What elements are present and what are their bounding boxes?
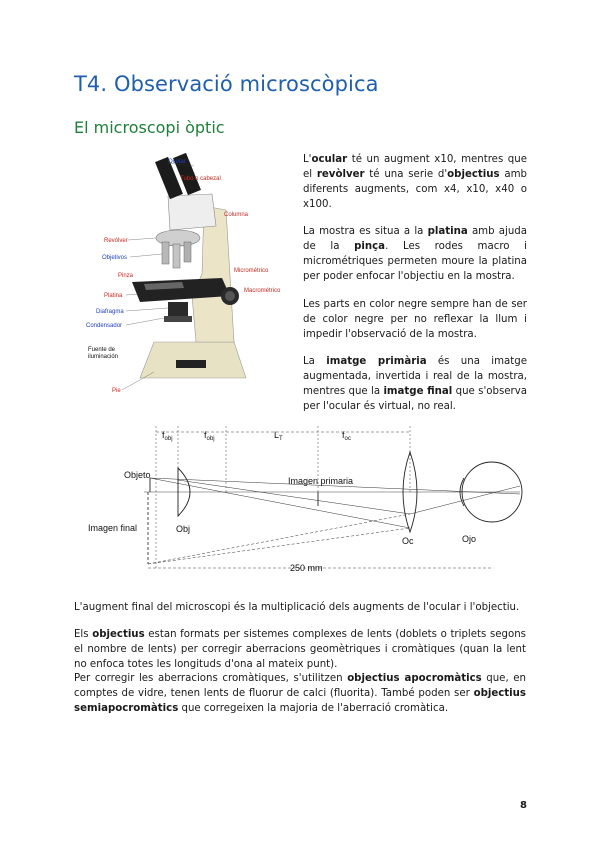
bold-term: imatge final bbox=[383, 386, 453, 397]
text-run: té una serie d' bbox=[364, 169, 448, 180]
text-run: L'augment final del microscopi és la multiplicació dels augments de l'ocular i l'objectiu. bbox=[74, 602, 520, 613]
text-run: Per corregir les aberracions cromàtiques, s'utilitzen bbox=[74, 673, 348, 684]
text-run: que corregeixen la majoria de l'aberració cromàtica. bbox=[178, 703, 449, 714]
section-subtitle: El microscopi òptic bbox=[74, 118, 225, 137]
bold-term: objectius bbox=[447, 169, 500, 180]
label-micrometrico: Micrométrico bbox=[234, 268, 269, 274]
text-run: estan formats per sistemes complexes de lents (doblets o triplets segons el nombre de lents) per corregir aberracions geomètriques i cromàtiques (quan la lent no enfoca totes les longituds d'ona al mateix punt). bbox=[74, 629, 526, 670]
text-run: que, en comptes de vidre, tenen lents de fluorur de calci (fluorita). També poden ser bbox=[74, 673, 526, 699]
text-run: amb ajuda de la bbox=[303, 226, 527, 252]
label-ocular: Ocular bbox=[168, 159, 186, 165]
paragraph bbox=[74, 671, 526, 716]
paragraph bbox=[303, 152, 527, 212]
label-250mm: 250 mm bbox=[290, 563, 323, 573]
label-oc: Oc bbox=[402, 536, 414, 546]
label-iluminacion: iluminación bbox=[88, 354, 119, 360]
label-ojo: Ojo bbox=[462, 534, 477, 544]
paragraph bbox=[303, 354, 527, 414]
text-run: amb diferents augments, com x4, x10, x40 o x100. bbox=[303, 169, 527, 210]
label-objeto: Objeto bbox=[124, 470, 151, 480]
bold-term: objectius apocromàtics bbox=[347, 673, 482, 684]
label-fuente: Fuente de bbox=[88, 347, 116, 353]
text-run: té un augment x10, mentres que el bbox=[303, 154, 527, 180]
label-tubo: Tubo o cabezal bbox=[180, 176, 221, 182]
label-platina: Platina bbox=[104, 293, 123, 299]
bold-term: imatge primària bbox=[326, 356, 427, 367]
label-fobj1: $f_{obj}$ bbox=[162, 430, 173, 442]
bold-term: objectius bbox=[92, 629, 145, 640]
label-imagen-final: Imagen final bbox=[88, 523, 138, 533]
bold-term: revòlver bbox=[316, 169, 365, 180]
label-fobj2: $f_{obj}$ bbox=[204, 430, 215, 442]
page-title: T4. Observació microscòpica bbox=[74, 72, 379, 96]
page-number: 8 bbox=[520, 800, 527, 811]
text-run: La bbox=[303, 356, 327, 367]
text-run: és una imatge augmentada, invertida i real de la mostra, mentres que la bbox=[303, 356, 527, 397]
text-run: L' bbox=[303, 154, 312, 165]
paragraph bbox=[74, 600, 526, 615]
paragraph bbox=[303, 224, 527, 284]
label-foc: $f_{oc}$ bbox=[342, 430, 351, 442]
microscope-illustration bbox=[84, 146, 294, 406]
bold-term: objectius semiapocromàtics bbox=[74, 688, 526, 714]
label-diafragma: Diafragma bbox=[96, 309, 124, 315]
label-pie: Pie bbox=[112, 388, 121, 394]
label-pinza: Pinza bbox=[118, 273, 134, 279]
optics-ray-diagram bbox=[80, 418, 530, 580]
label-obj: Obj bbox=[176, 524, 191, 534]
label-objetivos: Objetivos bbox=[102, 255, 128, 261]
label-condensador: Condensador bbox=[86, 323, 123, 329]
paragraph bbox=[303, 297, 527, 342]
text-run: Les parts en color negre sempre han de ser de color negre per no reflexar la llum i impedir l'observació de la mostra. bbox=[303, 299, 527, 340]
label-lt: $L_T$ bbox=[274, 430, 283, 442]
text-run: que s'observa per l'ocular és virtual, no real. bbox=[303, 386, 527, 412]
bold-term: ocular bbox=[311, 154, 348, 165]
label-macrometrico: Macrométrico bbox=[244, 288, 281, 294]
text-run: Els bbox=[74, 629, 93, 640]
label-imagen-primaria: Imagen primaria bbox=[288, 476, 354, 486]
label-columna: Columna bbox=[224, 212, 249, 218]
label-revolver: Revólver bbox=[104, 238, 128, 244]
text-run: La mostra es situa a la bbox=[303, 226, 428, 237]
text-run: . Les rodes macro i micrométriques permeten moure la platina per poder enfocar l'objectiu en la mostra. bbox=[303, 241, 527, 282]
bold-term: pinça bbox=[354, 241, 386, 252]
paragraph bbox=[74, 627, 526, 672]
bold-term: platina bbox=[427, 226, 468, 237]
